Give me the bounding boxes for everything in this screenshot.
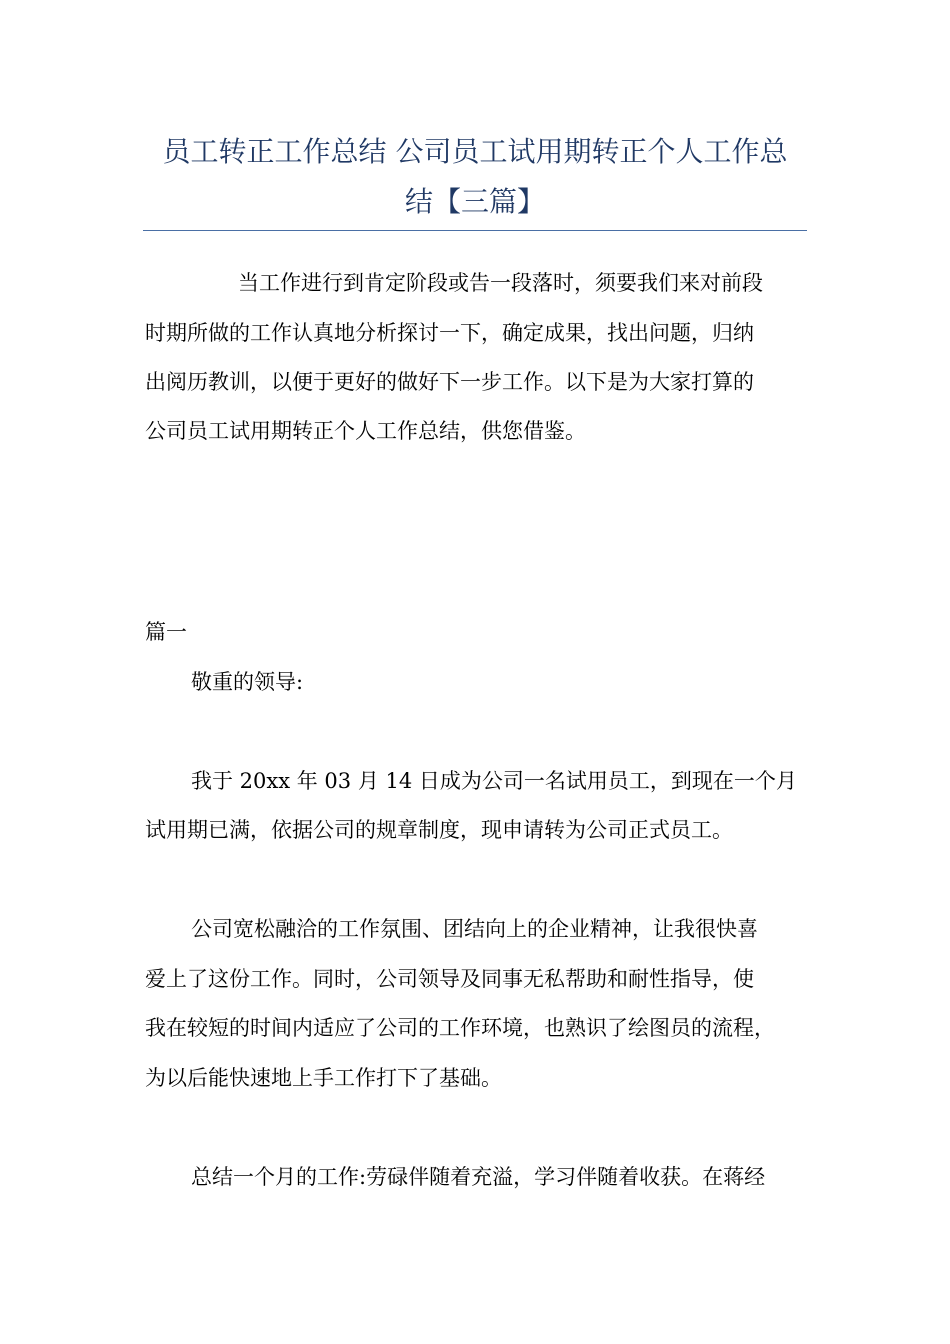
title-divider <box>143 230 807 231</box>
document-title-line-1: 员工转正工作总结 公司员工试用期转正个人工作总 <box>162 135 788 168</box>
paragraph-2-line-4: 为以后能快速地上手工作打下了基础。 <box>145 1066 502 1090</box>
paragraph-3-line-1: 总结一个月的工作:劳碌伴随着充溢，学习伴随着收获。在蒋经 <box>191 1165 766 1189</box>
intro-line-3: 出阅历教训，以便于更好的做好下一步工作。以下是为大家打算的 <box>145 370 754 394</box>
intro-line-1: 当工作进行到肯定阶段或告一段落时，须要我们来对前段 <box>238 271 763 295</box>
salutation: 敬重的领导: <box>191 670 304 694</box>
section-heading: 篇一 <box>145 620 187 644</box>
paragraph-1-line-1: 我于 20xx 年 03 月 14 日成为公司一名试用员工，到现在一个月 <box>191 769 797 793</box>
intro-line-4: 公司员工试用期转正个人工作总结，供您借鉴。 <box>145 419 586 443</box>
intro-line-2: 时期所做的工作认真地分析探讨一下，确定成果，找出问题，归纳 <box>145 321 754 345</box>
document-title-line-2: 结【三篇】 <box>404 185 545 218</box>
paragraph-2-line-3: 我在较短的时间内适应了公司的工作环境，也熟识了绘图员的流程， <box>145 1016 775 1040</box>
paragraph-1-line-2: 试用期已满，依据公司的规章制度，现申请转为公司正式员工。 <box>145 818 733 842</box>
paragraph-2-line-1: 公司宽松融洽的工作氛围、团结向上的企业精神，让我很快喜 <box>191 917 758 941</box>
paragraph-2-line-2: 爱上了这份工作。同时，公司领导及同事无私帮助和耐性指导，使 <box>145 967 754 991</box>
